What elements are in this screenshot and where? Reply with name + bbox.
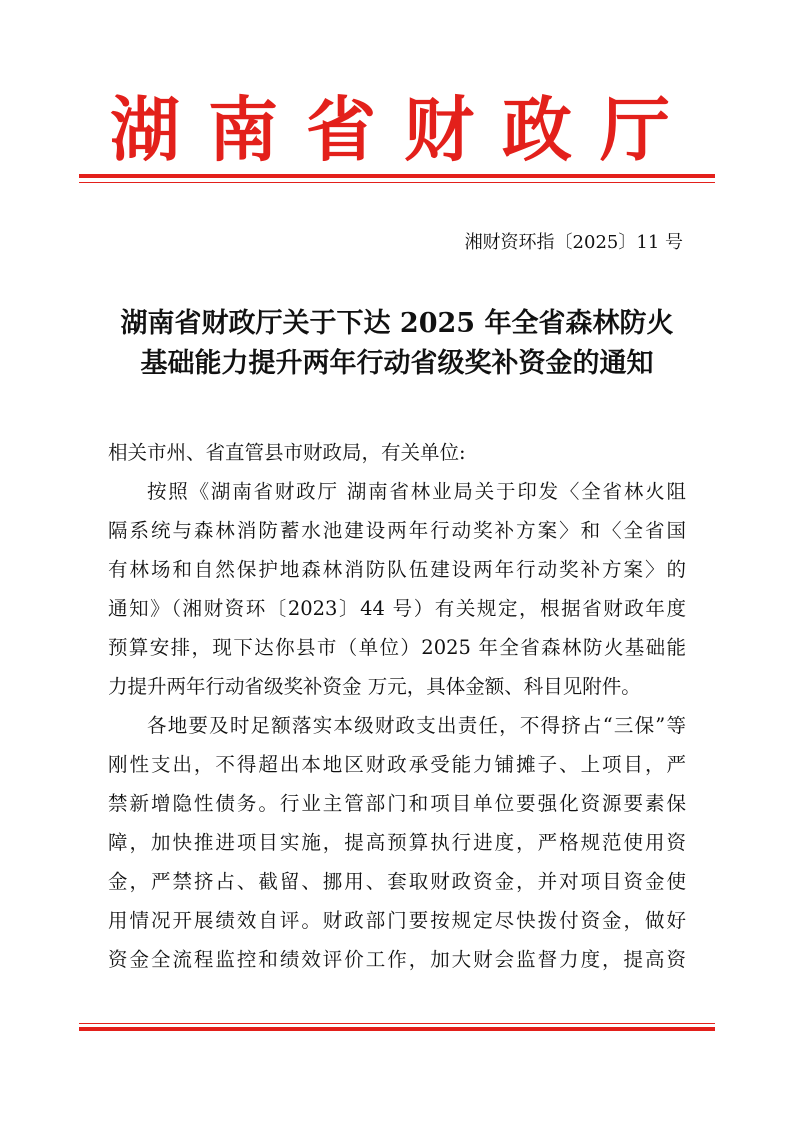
- paragraph-2-line: 障，加快推进项目实施，提高预算执行进度，严格规范使用资: [108, 831, 686, 854]
- paragraph-2-line: 禁新增隐性债务。行业主管部门和项目单位要强化资源要素保: [108, 792, 686, 815]
- footer-rule-thick: [79, 1027, 715, 1031]
- paragraph-1-line: 按照《湖南省财政厅 湖南省林业局关于印发〈全省林火阻: [147, 480, 686, 503]
- notice-title-line-2: 基础能力提升两年行动省级奖补资金的通知: [140, 348, 654, 379]
- masthead-title: 湖南省财政厅: [110, 88, 698, 171]
- paragraph-1-line: 通知》（湘财资环〔2023〕44 号）有关规定，根据省财政年度: [108, 597, 686, 620]
- masthead-rule-thin: [79, 182, 715, 183]
- salutation: 相关市州、省直管县市财政局，有关单位:: [108, 441, 466, 464]
- paragraph-1: [108, 472, 686, 706]
- paragraph-1-line: 隔系统与森林消防蓄水池建设两年行动奖补方案〉和〈全省国: [108, 519, 686, 542]
- notice-title: [80, 304, 714, 384]
- paragraph-2-line: 金，严禁挤占、截留、挪用、套取财政资金，并对项目资金使: [108, 870, 686, 893]
- notice-body: [108, 433, 686, 979]
- paragraph-1-line: 有林场和自然保护地森林消防队伍建设两年行动奖补方案〉的: [108, 558, 686, 581]
- paragraph-1-line: 预算安排，现下达你县市（单位）2025 年全省森林防火基础能: [108, 636, 686, 659]
- notice-title-line-1: 湖南省财政厅关于下达 2025 年全省森林防火: [120, 308, 674, 339]
- paragraph-2: [108, 706, 686, 979]
- footer-rule-thin: [79, 1023, 715, 1024]
- paragraph-2-line: 各地要及时足额落实本级财政支出责任，不得挤占“三保”等: [147, 714, 686, 737]
- paragraph-2-line: 资金全流程监控和绩效评价工作，加大财会监督力度，提高资: [108, 948, 686, 971]
- document-number: 湘财资环指〔2025〕11 号: [464, 232, 683, 253]
- paragraph-1-line: 力提升两年行动省级奖补资金 万元，具体金额、科目见附件。: [108, 675, 641, 698]
- masthead-rule-thick: [79, 174, 715, 178]
- paragraph-2-line: 用情况开展绩效自评。财政部门要按规定尽快拨付资金，做好: [108, 909, 686, 932]
- paragraph-2-line: 刚性支出，不得超出本地区财政承受能力铺摊子、上项目，严: [108, 753, 686, 776]
